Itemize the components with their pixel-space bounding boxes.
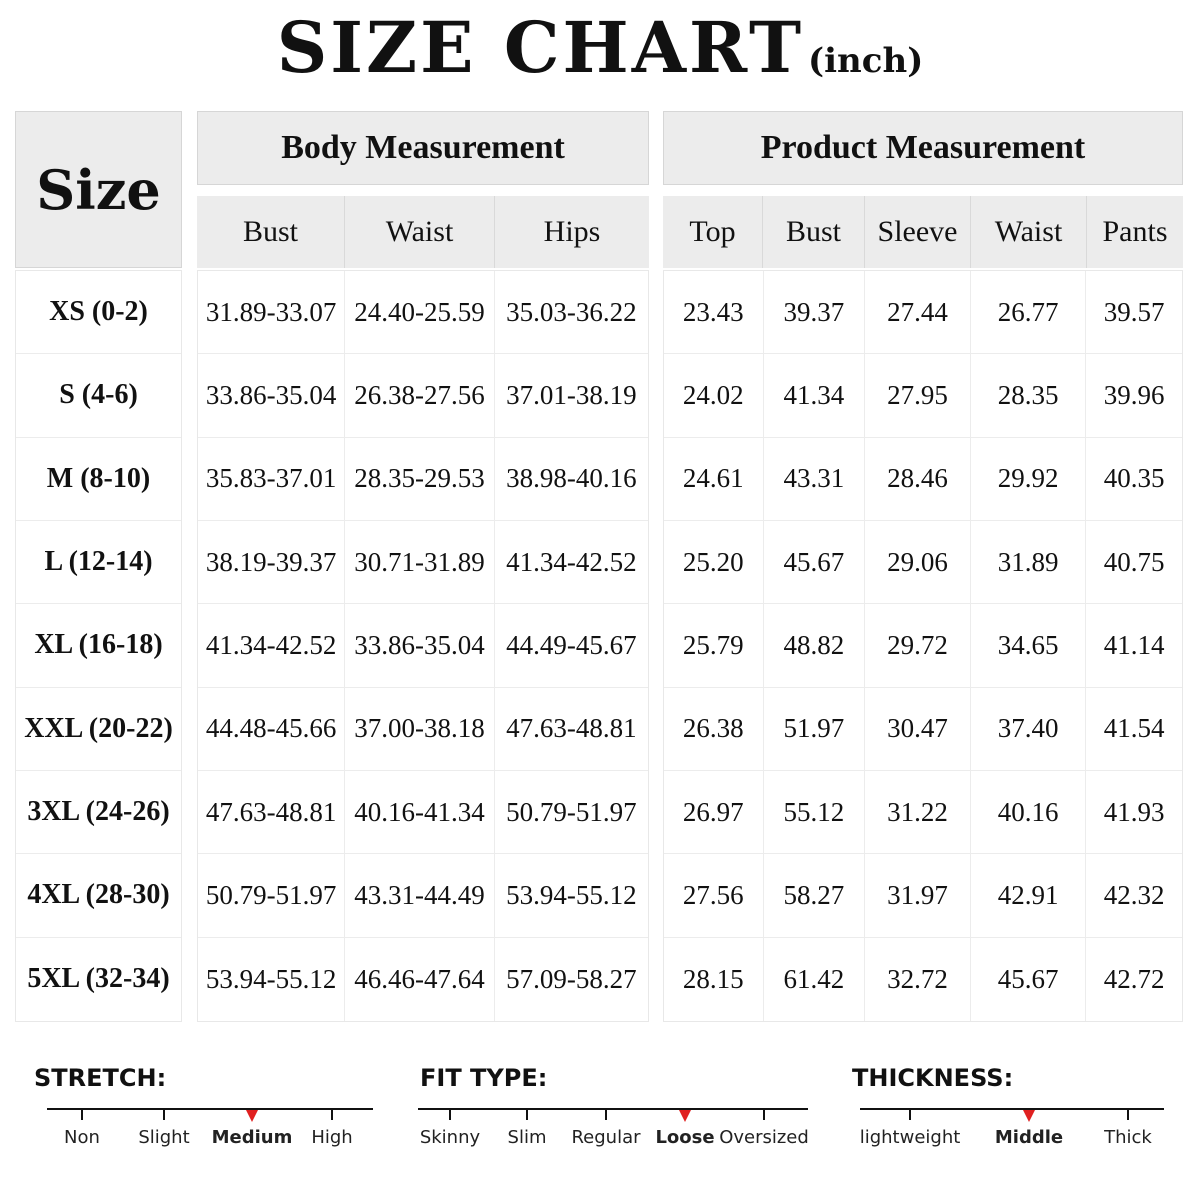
table-row <box>198 438 648 521</box>
size-label: L (12-14) <box>44 546 153 578</box>
body-cell: 33.86-35.04 <box>198 354 345 436</box>
product-cell: 32.72 <box>865 938 971 1021</box>
body-cell: 57.09-58.27 <box>506 963 637 994</box>
scale-option: Oversized <box>719 1127 809 1148</box>
title-main: SIZE CHART <box>276 6 805 89</box>
size-label: XXL (20-22) <box>24 712 173 744</box>
table-row <box>198 938 648 1021</box>
scale-option: Medium <box>211 1127 293 1148</box>
scale-option: lightweight <box>859 1127 961 1148</box>
size-row <box>16 688 181 771</box>
size-row <box>16 354 181 437</box>
product-cell: 48.82 <box>764 604 866 686</box>
table-row <box>664 604 1182 687</box>
scale-tick <box>605 1108 607 1120</box>
size-row <box>16 438 181 521</box>
product-cell: 58.27 <box>764 854 866 936</box>
scale-option: High <box>311 1127 353 1148</box>
body-cell: 47.63-48.81 <box>198 771 345 853</box>
scale-option: Skinny <box>419 1127 481 1148</box>
product-cell: 51.97 <box>764 688 866 770</box>
body-cell: 26.38-27.56 <box>345 354 494 436</box>
table-row <box>198 604 648 687</box>
product-cell: 39.37 <box>764 271 866 353</box>
body-measurement-table <box>197 270 649 1022</box>
scale-tick <box>449 1108 451 1120</box>
body-cell: 30.71-31.89 <box>345 521 494 603</box>
scale-tick <box>1127 1108 1129 1120</box>
scale-label: STRETCH: <box>34 1064 167 1092</box>
product-col-header: Pants <box>1087 196 1183 268</box>
product-col-header: Sleeve <box>865 196 971 268</box>
body-cell: 44.48-45.66 <box>198 688 345 770</box>
table-row <box>198 354 648 437</box>
product-cell: 31.22 <box>865 771 971 853</box>
body-cell: 40.16-41.34 <box>345 771 494 853</box>
product-cell: 23.43 <box>664 271 764 353</box>
product-cell: 45.67 <box>971 938 1087 1021</box>
body-subheader-row <box>197 196 649 268</box>
size-row <box>16 938 181 1021</box>
scale-tick <box>163 1108 165 1120</box>
scale-option: Regular <box>571 1127 641 1148</box>
body-cell: 50.79-51.97 <box>506 796 637 827</box>
scale-option: Non <box>64 1127 100 1148</box>
size-row <box>16 854 181 937</box>
body-col-header: Bust <box>197 196 345 268</box>
product-cell: 40.16 <box>971 771 1087 853</box>
body-cell: 44.49-45.67 <box>506 629 637 660</box>
product-cell: 25.20 <box>664 521 764 603</box>
product-cell: 29.72 <box>865 604 971 686</box>
body-measurement-header: Body Measurement <box>197 111 649 185</box>
product-cell: 26.77 <box>971 271 1087 353</box>
size-label: XS (0-2) <box>49 296 148 328</box>
body-cell: 24.40-25.59 <box>345 271 494 353</box>
size-row <box>16 604 181 687</box>
table-row <box>664 354 1182 437</box>
product-cell: 27.56 <box>664 854 764 936</box>
product-cell: 28.35 <box>971 354 1087 436</box>
product-cell: 39.57 <box>1103 296 1165 327</box>
product-cell: 26.38 <box>664 688 764 770</box>
body-cell: 35.03-36.22 <box>506 296 637 327</box>
page-title <box>0 6 1200 96</box>
product-cell: 25.79 <box>664 604 764 686</box>
size-label: M (8-10) <box>46 462 151 494</box>
product-cell: 40.35 <box>1103 463 1165 494</box>
product-cell: 27.95 <box>865 354 971 436</box>
product-cell: 42.32 <box>1103 879 1165 910</box>
scale-option: Slim <box>507 1127 547 1148</box>
size-label: XL (16-18) <box>34 629 163 661</box>
body-cell: 35.83-37.01 <box>198 438 345 520</box>
product-cell: 41.14 <box>1103 629 1165 660</box>
scale-line <box>860 1108 1164 1110</box>
product-cell: 41.54 <box>1103 713 1165 744</box>
body-cell: 31.89-33.07 <box>198 271 345 353</box>
size-label: 4XL (28-30) <box>27 879 170 911</box>
table-row <box>664 521 1182 604</box>
product-cell: 29.92 <box>971 438 1087 520</box>
product-cell: 28.46 <box>865 438 971 520</box>
product-subheader-row <box>663 196 1183 268</box>
table-row <box>198 271 648 354</box>
product-measurement-table <box>663 270 1183 1022</box>
product-cell: 29.06 <box>865 521 971 603</box>
table-row <box>198 771 648 854</box>
product-cell: 43.31 <box>764 438 866 520</box>
body-cell: 47.63-48.81 <box>506 713 637 744</box>
scale-line <box>47 1108 373 1110</box>
table-row <box>664 938 1182 1021</box>
table-row <box>664 438 1182 521</box>
product-col-header: Top <box>663 196 763 268</box>
product-cell: 34.65 <box>971 604 1087 686</box>
table-row <box>664 271 1182 354</box>
scale-option: Slight <box>138 1127 190 1148</box>
body-cell: 53.94-55.12 <box>506 879 637 910</box>
body-cell: 28.35-29.53 <box>345 438 494 520</box>
body-cell: 38.98-40.16 <box>506 463 637 494</box>
product-cell: 31.89 <box>971 521 1087 603</box>
body-cell: 41.34-42.52 <box>198 604 345 686</box>
table-row <box>664 854 1182 937</box>
body-cell: 43.31-44.49 <box>345 854 494 936</box>
body-cell: 41.34-42.52 <box>506 546 637 577</box>
product-cell: 55.12 <box>764 771 866 853</box>
body-cell: 53.94-55.12 <box>198 938 345 1021</box>
body-cell: 37.00-38.18 <box>345 688 494 770</box>
table-row <box>664 688 1182 771</box>
body-cell: 33.86-35.04 <box>345 604 494 686</box>
size-label: 3XL (24-26) <box>27 796 170 828</box>
product-cell: 30.47 <box>865 688 971 770</box>
table-row <box>664 771 1182 854</box>
product-cell: 24.02 <box>664 354 764 436</box>
product-col-header: Bust <box>763 196 865 268</box>
size-row <box>16 771 181 854</box>
size-label: S (4-6) <box>59 379 138 411</box>
size-row <box>16 521 181 604</box>
product-cell: 27.44 <box>865 271 971 353</box>
body-cell: 37.01-38.19 <box>506 379 637 410</box>
scale-option: Loose <box>655 1127 715 1148</box>
selected-marker-icon <box>1023 1110 1035 1122</box>
size-label: 5XL (32-34) <box>27 963 170 995</box>
product-cell: 39.96 <box>1103 379 1165 410</box>
body-cell: 46.46-47.64 <box>345 938 494 1021</box>
product-cell: 28.15 <box>664 938 764 1021</box>
product-cell: 40.75 <box>1103 546 1165 577</box>
body-col-header: Waist <box>345 196 495 268</box>
body-col-header: Hips <box>495 196 649 268</box>
product-measurement-header: Product Measurement <box>663 111 1183 185</box>
body-cell: 38.19-39.37 <box>198 521 345 603</box>
size-header: Size <box>15 111 182 268</box>
table-row <box>198 854 648 937</box>
scale-tick <box>81 1108 83 1120</box>
product-cell: 42.91 <box>971 854 1087 936</box>
product-cell: 24.61 <box>664 438 764 520</box>
scale-label: THICKNESS: <box>852 1064 1014 1092</box>
title-unit: (inch) <box>808 41 924 81</box>
scale-tick <box>763 1108 765 1120</box>
product-cell: 31.97 <box>865 854 971 936</box>
product-cell: 45.67 <box>764 521 866 603</box>
product-cell: 41.34 <box>764 354 866 436</box>
scale-tick <box>331 1108 333 1120</box>
product-col-header: Waist <box>971 196 1087 268</box>
table-row <box>198 688 648 771</box>
body-cell: 50.79-51.97 <box>198 854 345 936</box>
scale-tick <box>526 1108 528 1120</box>
size-row <box>16 271 181 354</box>
scale-option: Middle <box>994 1127 1064 1148</box>
scale-line <box>418 1108 808 1110</box>
product-cell: 61.42 <box>764 938 866 1021</box>
table-row <box>198 521 648 604</box>
product-cell: 37.40 <box>971 688 1087 770</box>
scale-tick <box>909 1108 911 1120</box>
selected-marker-icon <box>679 1110 691 1122</box>
product-cell: 41.93 <box>1103 796 1165 827</box>
selected-marker-icon <box>246 1110 258 1122</box>
size-column <box>15 270 182 1022</box>
product-cell: 26.97 <box>664 771 764 853</box>
product-cell: 42.72 <box>1103 963 1165 994</box>
scale-label: FIT TYPE: <box>420 1064 548 1092</box>
scale-option: Thick <box>1104 1127 1152 1148</box>
